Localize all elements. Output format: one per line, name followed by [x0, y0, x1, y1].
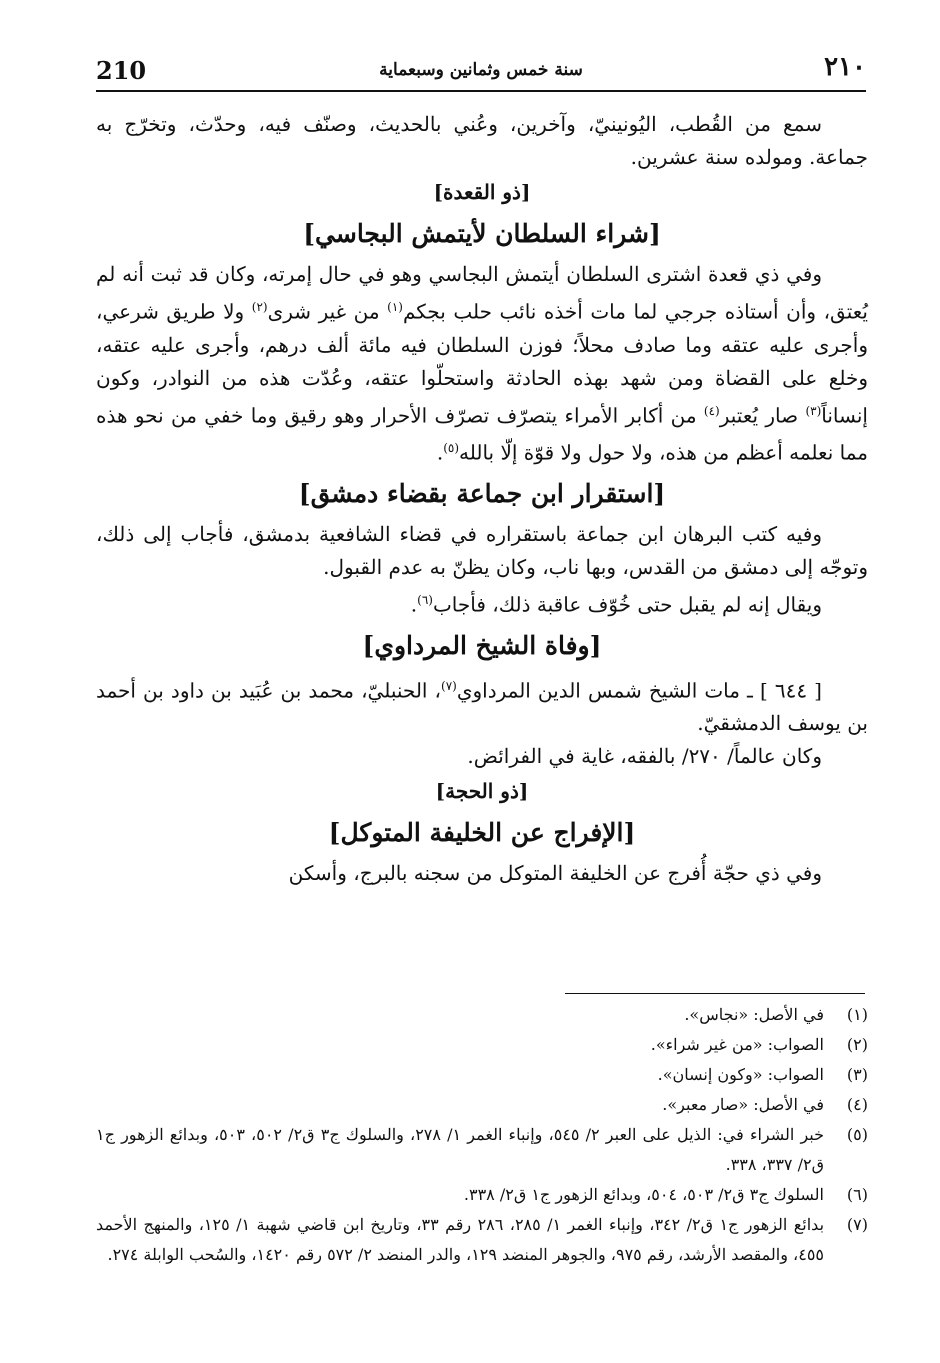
- footnote: [96, 1090, 868, 1120]
- footnote-ref: (٤): [703, 403, 720, 418]
- section-heading-caliph: [الإفراج عن الخليفة المتوكل]: [328, 818, 636, 848]
- footnote-number: (٤): [846, 1095, 868, 1114]
- footnote-ref: (٦): [417, 592, 433, 607]
- text-run: وفي ذي قعدة اشترى السلطان أيتمش البجاسي وهو في حال إمرته، وكان قد ثبت أنه لم يُعتق، وأن أستاذه جرجي لما مات أخذه نائب حلب بجكم: [96, 262, 868, 324]
- footnote: [96, 1120, 868, 1180]
- footnotes: [96, 1000, 868, 1270]
- text-run: [ ٦٤٤ ] ـ مات الشيخ شمس الدين المرداوي: [456, 678, 822, 703]
- footnote: [96, 1000, 868, 1030]
- footnote-text: الصواب: «من غير شراء».: [650, 1035, 824, 1054]
- footnote-divider: [565, 993, 865, 994]
- text-run: ولا طريق شرعي، وأجرى عليه عتقه وما صادف محلاً؛ فوزن السلطان فيه مائة ألف درهم، وأجرى عليه عتقه، وخلع على القضاة ومن شهد بهذه الحادثة واستحلّوا عتقه، وعُدّت هذه من النوادر، وكون إنساناً: [96, 299, 868, 428]
- footnote-text: خبر الشراء في: الذيل على العبر ٢/ ٥٤٥، وإنباء الغمر ١/ ٢٧٨، والسلوك ج٣ ق٢/ ٥٠٢، ٥٠٣، وبدائع الزهور ج١ ق٢/ ٣٣٧، ٣٣٨.: [96, 1125, 825, 1174]
- section-heading-ibn-jamaa: [استقرار ابن جماعة بقضاء دمشق]: [298, 478, 666, 508]
- month-heading-dhul-qada: [ذو القعدة]: [433, 180, 531, 204]
- footnote-ref: (٧): [441, 678, 457, 693]
- page-header: [96, 50, 866, 92]
- text-run: من غير شرى: [267, 299, 388, 324]
- footnote: [96, 1210, 868, 1270]
- footnote-text: في الأصل: «نجاس».: [684, 1005, 824, 1024]
- text-run: .: [410, 592, 418, 617]
- paragraph-mardawi-2: وكان عالماً/ ٢٧٠/ بالفقه، غاية في الفرائض.: [467, 744, 822, 769]
- paragraph-ibn-jamaa-2: [96, 584, 868, 622]
- section-heading-mardawi: [وفاة الشيخ المرداوي]: [362, 630, 602, 660]
- text-run: ، الحنبليّ، محمد بن عُبَيد بن داود بن أحمد بن يوسف الدمشقيّ.: [96, 678, 868, 736]
- text-run: من أكابر الأمراء يتصرّف تصرّف الأحرار وهو رقيق وما خفي من نحو هذه مما نعلمه أعظم من هذه، ولا حول ولا قوّة إلّا بالله: [96, 403, 868, 465]
- page-number-arabic: ٢١٠: [824, 52, 866, 82]
- footnote-text: بدائع الزهور ج١ ق٢/ ٣٤٢، وإنباء الغمر ١/ ٢٨٥، ٢٨٦ رقم ٣٣، وتاريخ ابن قاضي شهبة ١/ ١٢٥، والمنهج الأحمد ٤٥٥، والمقصد الأرشد، رقم ٩٧٥، والجوهر المنضد ١٢٩، والدر المنضد ٢/ ٥٧٢ رقم ١٤٢٠، والسُحب الوابلة ٢٧٤.: [96, 1215, 825, 1264]
- footnote-number: (٥): [846, 1125, 868, 1144]
- footnote-number: (٢): [846, 1035, 868, 1054]
- month-heading-dhul-hijja: [ذو الحجة]: [435, 779, 529, 804]
- footnote-text: في الأصل: «صار معبر».: [662, 1095, 824, 1114]
- paragraph-mardawi: [96, 670, 868, 741]
- footnote: [96, 1180, 868, 1210]
- text-run: صار يُعتبر: [719, 403, 806, 428]
- footnote-number: (٣): [846, 1065, 868, 1084]
- footnote-ref: (٥): [443, 441, 460, 456]
- paragraph-ibn-jamaa: وفيه كتب البرهان ابن جماعة باستقراره في قضاء الشافعية بدمشق، فأجاب إلى ذلك، وتوجّه إلى دمشق من القدس، وبها ناب، وكان يظنّ به عدم القبول.: [96, 521, 868, 579]
- footnote: [96, 1060, 868, 1090]
- page-number-latin: 210: [96, 56, 147, 85]
- footnote-ref: (٢): [251, 300, 268, 314]
- section-heading-purchase: [شراء السلطان لأيتمش البجاسي]: [303, 219, 661, 248]
- running-title: سنة خمس وثمانين وسبعماية: [379, 60, 583, 80]
- footnote-text: الصواب: «وكون إنسان».: [657, 1065, 824, 1084]
- footnote: [96, 1030, 868, 1060]
- footnote-ref: (٣): [805, 403, 822, 418]
- paragraph-purchase: [96, 258, 868, 470]
- text-run: ويقال إنه لم يقبل حتى خُوّف عاقبة ذلك، فأجاب: [432, 592, 822, 617]
- footnote-text: السلوك ج٣ ق٢/ ٥٠٣، ٥٠٤، وبدائع الزهور ج١ ق٢/ ٣٣٨.: [463, 1185, 824, 1204]
- footnote-ref: (١): [387, 300, 403, 314]
- paragraph-intro: سمع من القُطب، اليُونينيّ، وآخرين، وعُني بالحديث، وصنّف فيه، وحدّث، وتخرّج به جماعة. ومولده سنة عشرين.: [96, 112, 868, 169]
- footnote-number: (٧): [846, 1215, 868, 1234]
- footnote-number: (١): [846, 1005, 868, 1024]
- main-text: [96, 108, 868, 890]
- footnote-number: (٦): [846, 1185, 868, 1204]
- text-run: .: [436, 440, 444, 465]
- paragraph-caliph: وفي ذي حجّة أُفرج عن الخليفة المتوكل من سجنه بالبرج، وأسكن: [288, 861, 822, 886]
